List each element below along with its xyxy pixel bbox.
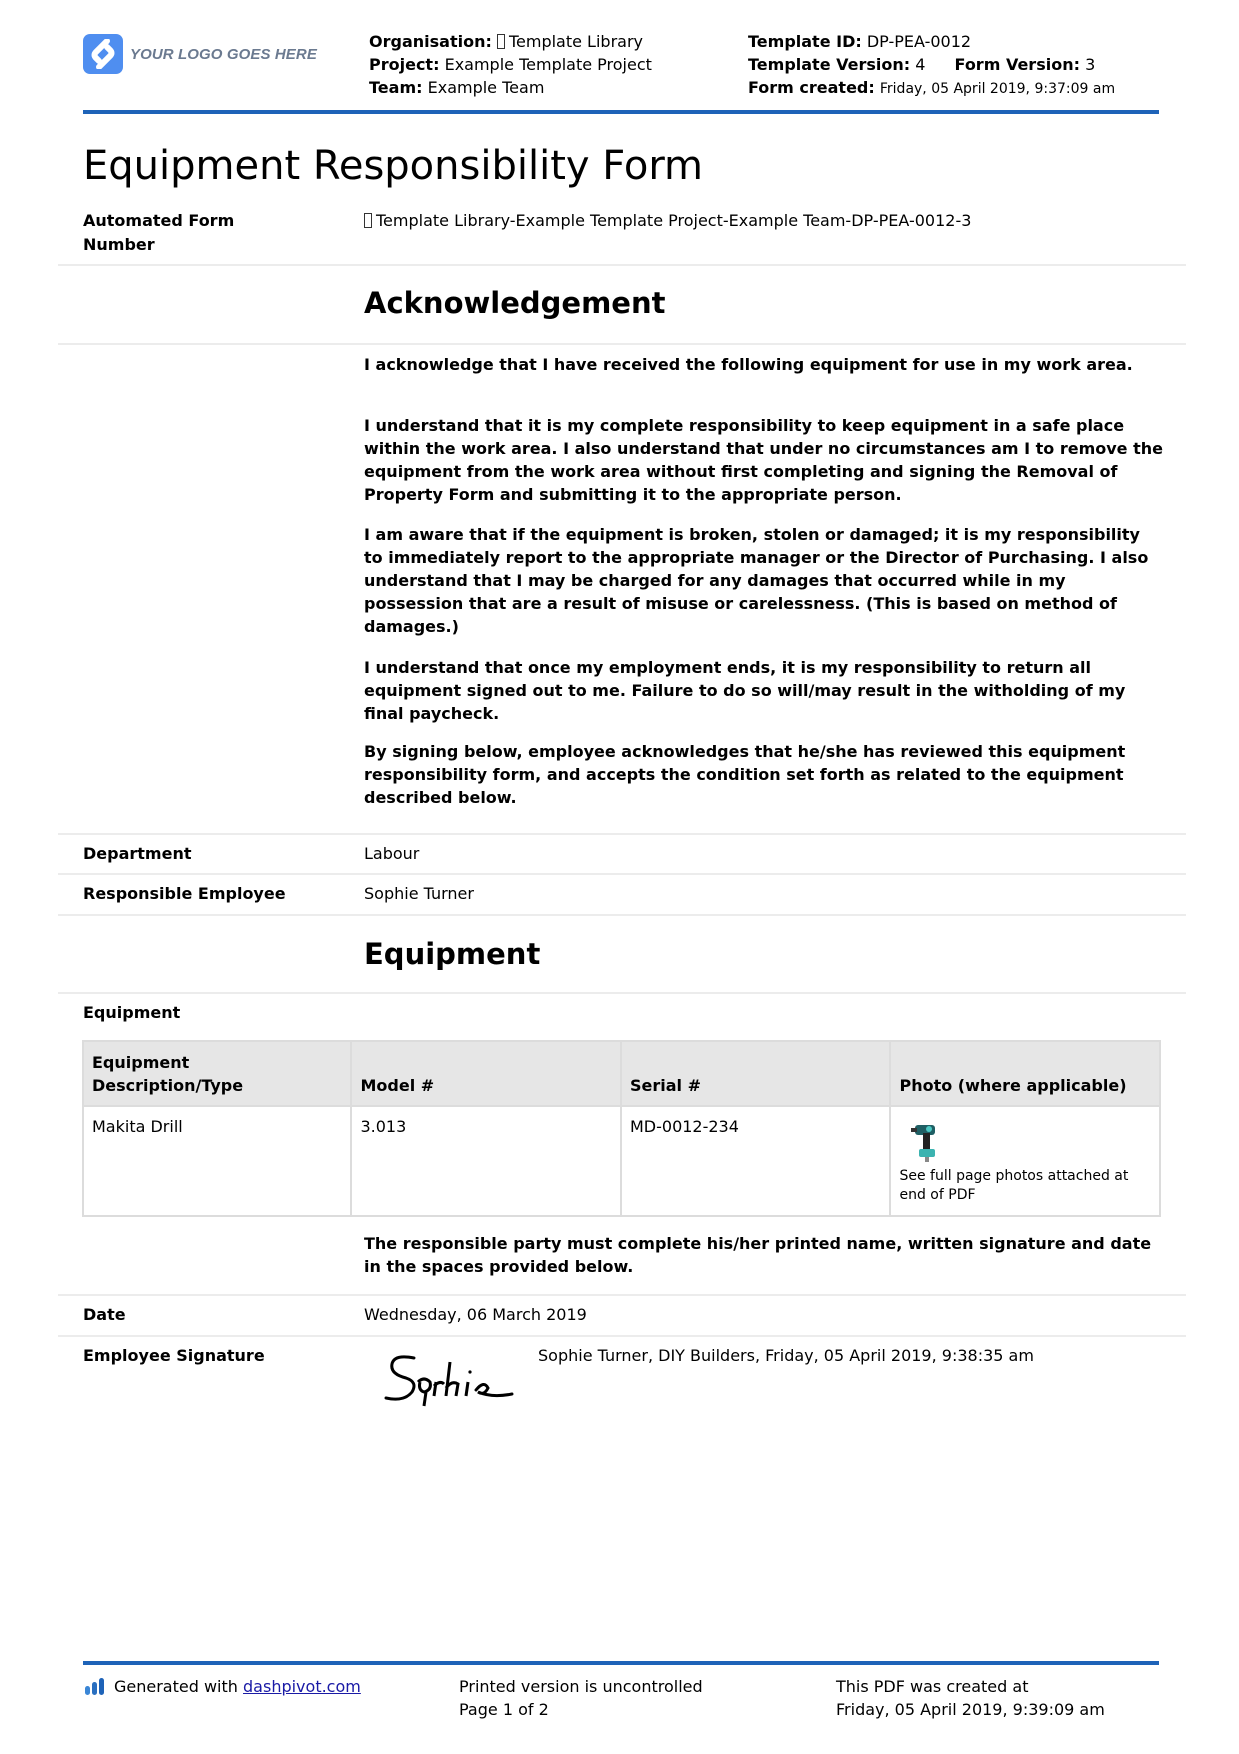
employee-value: Sophie Turner (364, 884, 474, 903)
ack-paragraph: I acknowledge that I have received the following equipment for use in my work area. (364, 355, 1133, 374)
team-value: Example Team (427, 78, 545, 97)
automated-form-number-label: Automated Form Number (83, 211, 235, 254)
template-id-value: DP-PEA-0012 (866, 32, 972, 51)
automated-form-number-text: Template Library-Example Template Project-Example Team-DP-PEA-0012-3 (376, 211, 972, 230)
signature-label: Employee Signature (83, 1346, 265, 1365)
missing-glyph-icon (497, 34, 505, 49)
project-line (369, 53, 652, 76)
form-created-value: Friday, 05 April 2019, 9:37:09 am (879, 81, 1116, 97)
organisation-line (369, 30, 652, 53)
header-divider (83, 110, 1159, 114)
date-value: Wednesday, 06 March 2019 (364, 1305, 587, 1324)
divider (58, 833, 1186, 835)
divider (58, 1294, 1186, 1296)
dashpivot-link[interactable]: dashpivot.com (243, 1677, 361, 1696)
equipment-table (82, 1040, 1161, 1217)
project-label: Project: (369, 55, 440, 74)
template-meta (748, 30, 1115, 101)
uncontrolled-note: Printed version is uncontrolled (459, 1677, 703, 1696)
template-version-label: Template Version: (748, 55, 911, 74)
table-header-row (83, 1041, 1160, 1106)
organisation-meta (369, 30, 652, 99)
pdf-created-value: Friday, 05 April 2019, 9:39:09 am (836, 1700, 1105, 1719)
page-title: Equipment Responsibility Form (83, 143, 704, 189)
form-created-line (748, 76, 1115, 101)
department-value: Labour (364, 844, 420, 863)
column-header-description: Equipment Description/Type (83, 1041, 351, 1106)
organisation-label: Organisation: (369, 32, 492, 51)
template-id-line (748, 30, 1115, 53)
cell-model: 3.013 (351, 1106, 621, 1216)
ack-paragraph: I understand that once my employment ends, it is my responsibility to return all equipment signed out to me. Failure to do so will/may result in the witholding of my final paycheck. (364, 658, 1126, 723)
dashpivot-bars-icon (84, 1678, 106, 1696)
cell-serial: MD-0012-234 (621, 1106, 891, 1216)
generated-with (84, 1675, 361, 1698)
version-line (748, 53, 1115, 76)
divider (58, 914, 1186, 916)
drill-photo-icon[interactable] (911, 1119, 941, 1163)
ack-paragraph: I am aware that if the equipment is broken, stolen or damaged; it is my responsibility to immediately report to the appropriate manager or the Director of Purchasing. I also understand that I may be charged for any damages that occurred while in my possession that are a result of misuse or carelessness. (This is based on method of damages.) (364, 525, 1149, 636)
missing-glyph-icon (364, 213, 372, 228)
employee-label: Responsible Employee (83, 884, 286, 903)
footer-right (836, 1675, 1105, 1721)
page-number: Page 1 of 2 (459, 1700, 549, 1719)
signature-image (384, 1352, 522, 1408)
equipment-heading: Equipment (364, 937, 541, 971)
generated-prefix: Generated with (114, 1677, 238, 1696)
cell-description: Makita Drill (83, 1106, 351, 1216)
template-id-label: Template ID: (748, 32, 862, 51)
signature-notice: The responsible party must complete his/her printed name, written signature and date in the spaces provided below. (364, 1234, 1152, 1276)
ack-paragraph: By signing below, employee acknowledges that he/she has reviewed this equipment responsibility form, and accepts the condition set forth as related to the equipment described below. (364, 742, 1126, 807)
table-row (83, 1106, 1160, 1216)
column-header-photo: Photo (where applicable) (890, 1041, 1160, 1106)
divider (58, 873, 1186, 875)
ack-paragraph: I understand that it is my complete responsibility to keep equipment in a safe place within the work area. I also understand that under no circumstances am I to remove the equipment from the work area without first completing and signing the Removal of Property Form and submitting it to the appropriate person. (364, 416, 1163, 504)
column-header-model: Model # (351, 1041, 621, 1106)
team-line (369, 76, 652, 99)
template-version-value: 4 (915, 55, 926, 74)
divider (58, 264, 1186, 266)
form-version-label: Form Version: (954, 55, 1080, 74)
divider (58, 1335, 1186, 1337)
project-value: Example Template Project (444, 55, 652, 74)
footer-divider (83, 1661, 1159, 1665)
signature-meta: Sophie Turner, DIY Builders, Friday, 05 April 2019, 9:38:35 am (538, 1346, 1034, 1365)
column-header-serial: Serial # (621, 1041, 891, 1106)
equipment-table-label: Equipment (83, 1003, 181, 1022)
footer-center (459, 1675, 703, 1721)
logo (83, 34, 317, 74)
acknowledgement-heading: Acknowledgement (364, 286, 666, 320)
photo-note: See full page photos attached at end of PDF (899, 1168, 1129, 1203)
form-version-value: 3 (1085, 55, 1096, 74)
logo-icon (83, 34, 123, 74)
date-label: Date (83, 1305, 126, 1324)
logo-text: YOUR LOGO GOES HERE (130, 45, 317, 63)
department-label: Department (83, 844, 192, 863)
form-created-label: Form created: (748, 78, 875, 97)
organisation-value: Template Library (508, 32, 643, 51)
automated-form-number-value (364, 209, 971, 233)
pdf-created-label: This PDF was created at (836, 1677, 1029, 1696)
cell-photo (890, 1106, 1160, 1216)
team-label: Team: (369, 78, 423, 97)
divider (58, 343, 1186, 345)
divider (58, 992, 1186, 994)
